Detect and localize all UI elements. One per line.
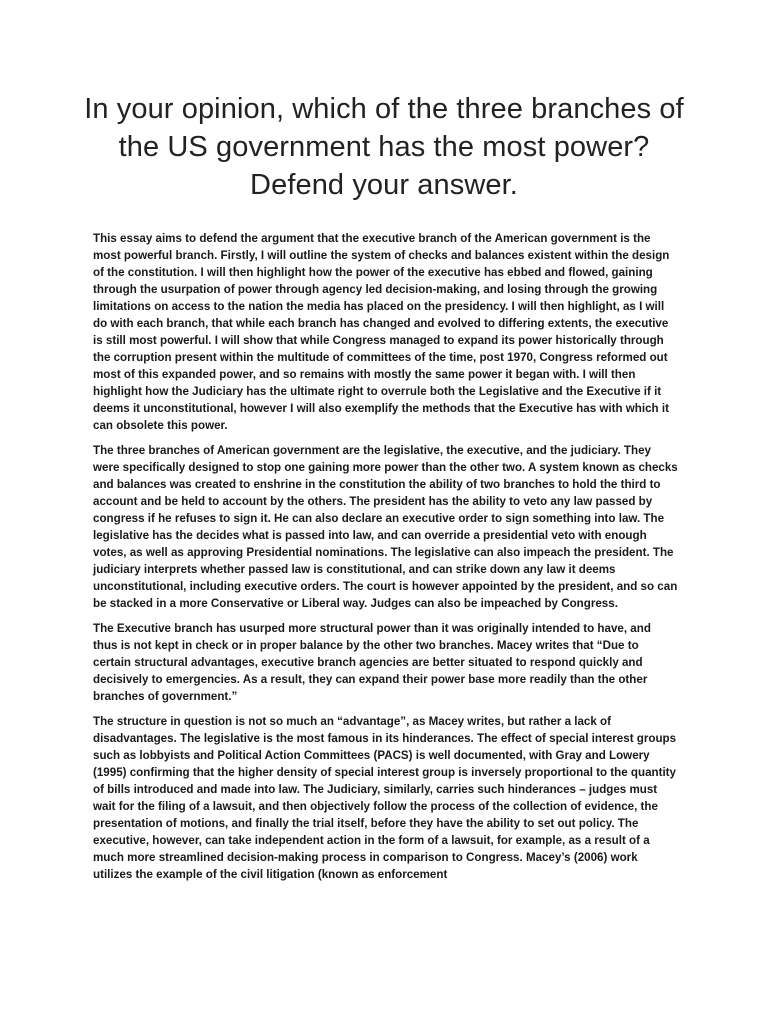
essay-title: In your opinion, which of the three branches of the US government has the most power? Defend your answer. — [84, 93, 684, 201]
paragraph-introduction: This essay aims to defend the argument that the executive branch of the American government is the most powerful branch. Firstly, I will outline the system of checks and balances existent within the design of the constitution. I will then highlight how the power of the executive has ebbed and flowed, gaining through the usurpation of power through agency led decision-making, and losing through the growing limitations on access to the nation the media has placed on the presidency. I will then highlight, as I will do with each branch, that while each branch has changed and evolved to differing extents, the executive is still most powerful. I will show that while Congress managed to expand its power historically through the corruption present within the multitude of committees of the time, post 1970, Congress reformed out most of this expanded power, and so remains with mostly the same power it began with. I will then highlight how the Judiciary has the ultimate right to overrule both the Legislative and the Executive if it deems it unconstitutional, however I will also exemplify the methods that the Executive has with which it can obsolete this power. — [93, 232, 670, 432]
paragraph-three-branches: The three branches of American government are the legislative, the executive, and the judiciary. They were specifically designed to stop one gaining more power than the other two. A system known as checks and balances was created to enshrine in the constitution the ability of two branches to hold the third to account and be held to account by the others. The president has the ability to veto any law passed by congress if he refuses to sign it. He can also declare an executive order to sign something into law. The legislative has the decides what is passed into law, and can override a presidential veto with enough votes, as well as approving Presidential nominations. The legislative can also impeach the president. The judiciary interprets whether passed law is constitutional, and can strike down any law it deems unconstitutional, including executive orders. The court is however appointed by the president, and so can be stacked in a more Conservative or Liberal way. Judges can also be impeached by Congress. — [93, 444, 678, 610]
paragraph-structure: The structure in question is not so much an “advantage”, as Macey writes, but rather a lack of disadvantages. The legislative is the most famous in its hinderances. The effect of special interest groups such as lobbyists and Political Action Committees (PACS) is well documented, with Gray and Lowery (1995) confirming that the higher density of special interest group is inversely proportional to the quantity of bills introduced and made into law. The Judiciary, similarly, carries such hinderances – judges must wait for the filing of a lawsuit, and then objectively follow the process of the collection of evidence, the presentation of motions, and finally the trial itself, before they have the ability to set out policy. The executive, however, can take independent action in the form of a lawsuit, for example, as a result of a much more streamlined decision-making process in comparison to Congress. Macey’s (2006) work utilizes the example of the civil litigation (known as enforcement — [93, 715, 677, 881]
paragraph-executive-usurpation: The Executive branch has usurped more structural power than it was originally intended to have, and thus is not kept in check or in proper balance by the other two branches. Macey writes that “Due to certain structural advantages, executive branch agencies are better situated to respond quickly and decisively to emergencies. As a result, they can expand their power base more readily than the other branches of government.” — [93, 622, 651, 703]
essay-body — [93, 230, 678, 891]
